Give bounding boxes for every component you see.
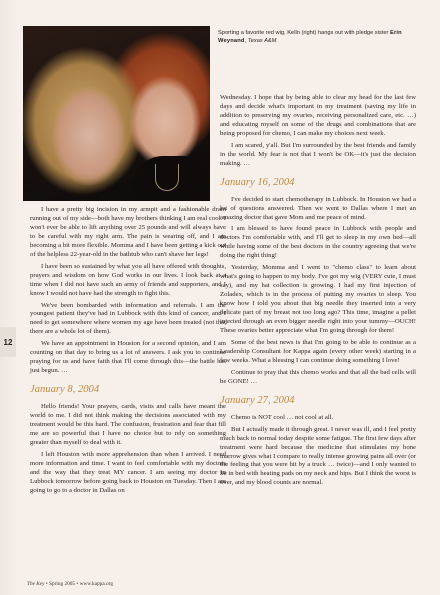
body-paragraph: I have a pretty big incision in my armpit and a fashionable drain running out of my side—both have my brothers thinking I am real cool. I won't ever be able to lift anything over 25 pounds and will always have to be careful with my right arm. The pain is wearing off, and I am becoming a bit more flexible. Momma and I have been getting a kick out of the helpless 22-year-old in the bathtub who can't shave her legs! — [30, 206, 226, 258]
caption-name: Erin Weynand — [218, 30, 402, 44]
body-paragraph: Wednesday. I hope that by being able to clear my head for the last few days and decide what's important in my treatment (saving my life in addition to preserving my ovaries, receiving personalized care, etc. …) and educating myself on some of the drugs and combinations that are being proposed for chemo, I can make my choices next week. — [220, 94, 416, 137]
page-number: 12 — [3, 337, 13, 347]
footer-magazine: The Key — [27, 581, 45, 587]
body-paragraph: Continue to pray that this chemo works and that all the bad cells will be GONE! … — [220, 368, 416, 385]
footer-issue: • Spring 2005 • — [45, 581, 79, 587]
body-paragraph: I am scared, y'all. But I'm surrounded by the best friends and family in the world. My fear is not that I won't be OK—it's just the decision making. … — [220, 141, 416, 167]
body-paragraph: I left Houston with more apprehension than when I arrived. I need more information and time. I want to feel comfortable with my doctors and the way that they treat MY cancer. I am seeing my doctor in Lubbock tomorrow before going back to Houston on Tuesday. Then I am going to go to a doctor in Dallas on — [30, 450, 226, 494]
body-paragraph: We have an appointment in Houston for a second opinion, and I am counting on that day to bring us a lot of answers. I ask you to continue praying for us and have faith that I'll come through this—the battle has just begun. … — [30, 340, 226, 375]
photo-caption: Sporting a favorite red wig, Kelln (right) hangs out with pledge sister Erin Weynand, Texas A&M. — [218, 30, 402, 44]
right-column — [220, 94, 416, 491]
body-paragraph: I've decided to start chemotherapy in Lubbock. In Houston we had a lot of questions answered. Then we went to Dallas where I met an amazing doctor that gave Mom and me peace of mind. — [220, 195, 416, 221]
footer-url: www.kappa.org — [79, 581, 113, 587]
body-paragraph: Chemo is NOT cool … not cool at all. — [231, 413, 334, 421]
left-column — [30, 206, 226, 499]
caption-text: Sporting a favorite red wig, Kelln (right) hangs out with pledge sister — [218, 30, 389, 36]
page-footer — [27, 581, 113, 587]
body-paragraph: Hello friends! Your prayers, cards, visits and calls have meant the world to me. I did not think making the decisions associated with my treatment would be this hard. The confusion, frustration and fear that fill me are so powerful that I have no choice but to rely on something greater than myself to deal with it. — [30, 403, 226, 446]
date-heading: January 27, 2004 — [220, 394, 295, 406]
portrait-photo — [23, 26, 210, 201]
body-paragraph: I have been so sustained by what you all have offered with thoughts, prayers and wisdom on how God works in our lives. I look back at a time when I did not have such an army of friends and supporters, and I know I would not have had the strength to fight this. — [30, 262, 226, 297]
body-paragraph: We've been bombarded with information and referrals. I am the youngest patient they've had in Lubbock with this kind of cancer, and I need to get somewhere where women my age have been treated (not that there are a whole lot of them). — [30, 301, 226, 336]
date-heading: January 16, 2004 — [220, 176, 295, 188]
body-paragraph: But I actually made it through great. I never was ill, and I feel pretty much back to normal today despite some fatigue. The first few days after treatment were hard because the medicine that stimulates my bone marrow gives what I compare to really intense growing pains all over (or the feeling that you were hit by a truck … twice)—and I only wanted to lie in bed with heating pads on my neck and hips. But I think the worst is over, and my blood counts are normal. — [220, 425, 416, 487]
photo-necklace-shape — [155, 164, 179, 191]
body-paragraph: Some of the best news is that I'm going to be able to continue as a Leadership Consultant for Kappa again (every other week) starting in a few weeks. What a blessing I can continue doing something I love! — [220, 338, 416, 364]
body-paragraph: I am blessed to have found peace in Lubbock with people and doctors I'm comfortable with, and I'll get to sleep in my own bed—all while having some of the best doctors in the country agreeing that we're doing the right thing! — [220, 225, 416, 260]
date-heading: January 8, 2004 — [30, 384, 100, 396]
page-gutter — [0, 0, 18, 595]
body-paragraph: Yesterday, Momma and I went to "chemo class" to learn about what's going to happen to my body. I've got my wig (VERY cute, I must say), and my hat collection is growing. I had my first injection of Zoladex, which is in the process of putting my ovaries to sleep. You know how I told you about that big needle they inserted into a very delicate part of my breast not too long ago? This time, imagine a pellet injected through an even bigger needle right into your tummy—OUCH! These ovaries better appreciate what I'm going through for them! — [220, 264, 416, 334]
caption-school: Texas A&M. — [247, 38, 278, 44]
page-number-tab — [0, 327, 16, 357]
